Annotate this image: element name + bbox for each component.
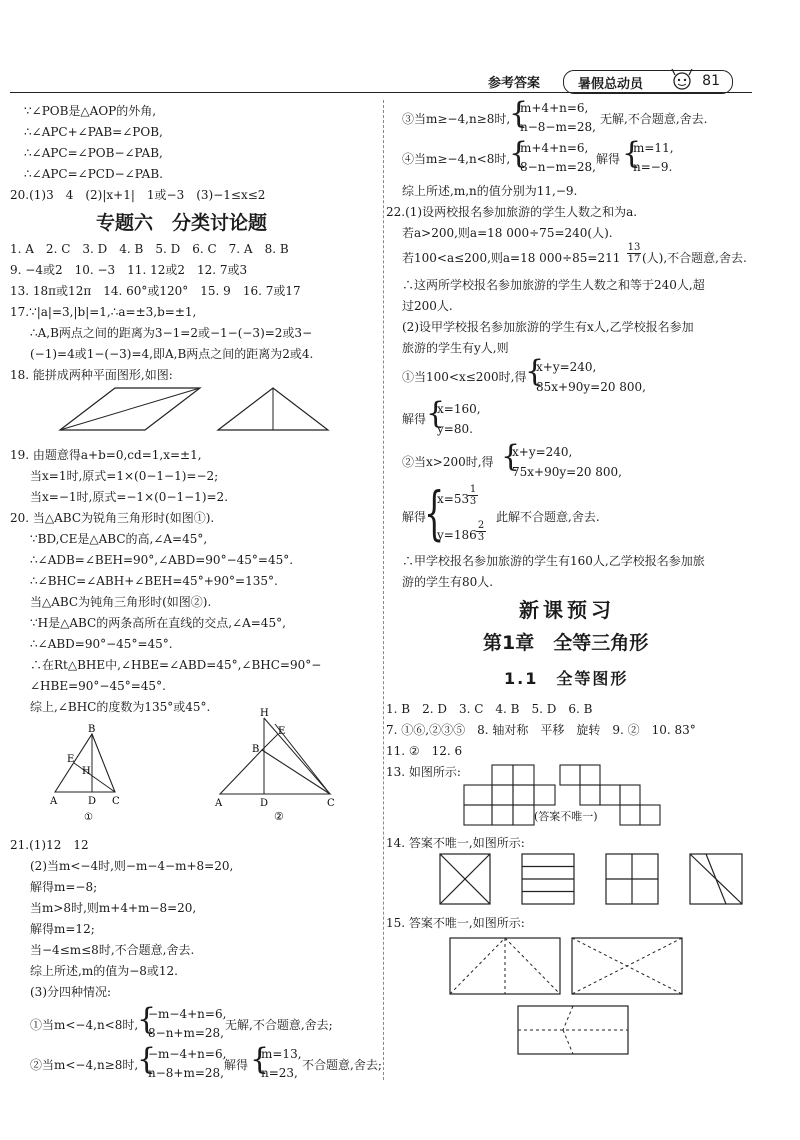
fig1-label-h: H xyxy=(82,766,91,777)
figure-note: (答案不唯一) xyxy=(534,810,598,823)
text-line: 7. ①⑥,②③⑤ 8. 轴对称 平移 旋转 9. ② 10. 83° xyxy=(386,723,696,737)
text-line: 1. A 2. C 3. D 4. B 5. D 6. C 7. A 8. B xyxy=(10,242,289,256)
text-line: ∴这两所学校报名参加旅游的学生人数之和等于240人,超 xyxy=(402,278,705,292)
column-divider xyxy=(383,100,384,1080)
text-line: 21.(1)12 12 xyxy=(10,838,89,852)
equation-line: n=−9. xyxy=(633,160,673,174)
case-text: 不合题意,舍去; xyxy=(302,1058,382,1072)
page-number: 81 xyxy=(702,73,720,89)
fig1-label-e: E xyxy=(67,754,75,765)
fig2-caption: ② xyxy=(274,810,284,823)
case-text: 无解,不合题意,舍去; xyxy=(225,1018,333,1032)
text-line: (3)分四种情况: xyxy=(30,985,112,999)
equation-line: n−8−m=28, xyxy=(520,120,596,134)
text-line: 综上所述,m的值为−8或12. xyxy=(30,964,178,978)
fig1-label-a: A xyxy=(50,796,58,807)
fig2-label-b: B xyxy=(252,744,260,755)
fraction-denominator: 3 xyxy=(469,496,477,507)
case-text: ①当100<x≤200时,得 xyxy=(402,370,527,384)
text-line: 当x=1时,原式=1×(0−1−1)=−2; xyxy=(30,469,219,483)
fraction-numerator: 2 xyxy=(477,520,485,531)
case-text: 解得 xyxy=(402,412,427,426)
equation-line: 8−n+m=28, xyxy=(148,1026,224,1040)
case-text: ②当m<−4,n≥8时, xyxy=(30,1058,139,1072)
case-text: ①当m<−4,n<8时, xyxy=(30,1018,139,1032)
equation-line: m=13, xyxy=(261,1047,302,1061)
section-title: 专题六 分类讨论题 xyxy=(96,212,268,234)
equation-line: x=53 xyxy=(437,492,470,506)
case-text: 解得 xyxy=(224,1058,249,1072)
text-line: 14. 答案不唯一,如图所示: xyxy=(386,836,525,850)
fig1-label-c: C xyxy=(112,796,120,807)
equation-line: x=160, xyxy=(437,402,481,416)
text-line: 15. 答案不唯一,如图所示: xyxy=(386,916,525,930)
text-line: (人),不合题意,舍去. xyxy=(642,251,747,265)
equation-line: 8−n−m=28, xyxy=(520,160,596,174)
text-line: ∵BD,CE是△ABC的高,∠A=45°, xyxy=(30,532,208,546)
text-line: 13. 18π或12π 14. 60°或120° 15. 9 16. 7或17 xyxy=(10,284,301,298)
case-text: ④当m≥−4,n<8时, xyxy=(402,152,511,166)
fig2-label-a: A xyxy=(215,798,223,809)
equation-line: 85x+90y=20 800, xyxy=(536,380,646,394)
figure-parallelogram-and-triangle xyxy=(60,385,330,435)
text-line: 22.(1)设两校报名参加旅游的学生人数之和为a. xyxy=(386,205,638,219)
header-badge xyxy=(563,70,733,94)
equation-line: m=11, xyxy=(633,141,674,155)
text-line: 综上所述,m,n的值分别为11,−9. xyxy=(402,184,578,198)
text-line: 13. 如图所示: xyxy=(386,765,461,779)
equation-brace: { xyxy=(426,396,446,431)
equation-brace: { xyxy=(509,136,529,171)
text-line: ∴∠ADB=∠BEH=90°,∠ABD=90°−45°=45°. xyxy=(30,553,294,567)
case-text: 解得 xyxy=(596,152,621,166)
case-text: 此解不合题意,舍去. xyxy=(496,510,600,524)
case-text: ②当x>200时,得 xyxy=(402,455,494,469)
text-line: 当m>8时,则m+4+m−8=20, xyxy=(30,901,197,915)
header-title: 参考答案 xyxy=(488,76,541,91)
text-line: ∵H是△ABC的两条高所在直线的交点,∠A=45°, xyxy=(30,616,286,630)
fig2-label-h: H xyxy=(260,708,269,719)
text-line: ∴甲学校报名参加旅游的学生有160人,乙学校报名参加旅 xyxy=(402,554,705,568)
text-line: (2)当m<−4时,则−m−4−m+8=20, xyxy=(30,859,234,873)
equation-brace: { xyxy=(137,1042,157,1077)
badge-name: 暑假总动员 xyxy=(578,77,644,92)
equation-line: −m−4+n=6, xyxy=(148,1047,227,1061)
equation-line: m+4+n=6, xyxy=(520,101,589,115)
text-line: 19. 由题意得a+b=0,cd=1,x=±1, xyxy=(10,448,202,462)
equation-brace: { xyxy=(622,136,642,171)
text-line: ∠HBE=90°−45°=45°. xyxy=(30,679,166,693)
equation-line: y=80. xyxy=(437,422,473,436)
equation-brace: { xyxy=(509,96,529,131)
lesson-title: 1.1 全等图形 xyxy=(504,669,629,688)
text-line: 17.∵|a|=3,|b|=1,∴a=±3,b=±1, xyxy=(10,305,197,319)
text-line: (2)设甲学校报名参加旅游的学生有x人,乙学校报名参加 xyxy=(402,320,694,334)
equation-line: n−8+m=28, xyxy=(148,1066,224,1080)
text-line: 过200人. xyxy=(402,299,453,313)
text-line: ∴∠APC=∠POB−∠PAB, xyxy=(24,146,163,160)
text-line: 若a>200,则a=18 000÷75=240(人). xyxy=(402,226,613,240)
figure-triangles-heights xyxy=(40,708,350,824)
text-line: 当−4≤m≤8时,不合题意,舍去. xyxy=(30,943,195,957)
text-line: 18. 能拼成两种平面图形,如图: xyxy=(10,368,173,382)
equation-line: y=186 xyxy=(437,528,477,542)
text-line: 游的学生有80人. xyxy=(402,575,494,589)
text-line: ∴∠ABD=90°−45°=45°. xyxy=(30,637,173,651)
text-line: ∴A,B两点之间的距离为3−1=2或−1−(−3)=2或3− xyxy=(30,326,313,340)
text-line: 旅游的学生有y人,则 xyxy=(402,341,509,355)
text-line: ∵∠POB是△AOP的外角, xyxy=(24,104,157,118)
text-line: 1. B 2. D 3. C 4. B 5. D 6. B xyxy=(386,702,593,716)
fraction xyxy=(627,242,641,265)
equation-line: x+y=240, xyxy=(512,445,573,459)
fraction xyxy=(476,520,486,543)
text-line: 9. −4或2 10. −3 11. 12或2 12. 7或3 xyxy=(10,263,248,277)
equation-line: 75x+90y=20 800, xyxy=(512,465,622,479)
text-line: 解得m=−8; xyxy=(30,880,98,894)
cartoon-mascot-icon xyxy=(667,65,697,95)
case-text: 解得 xyxy=(402,510,427,524)
text-line: ∴∠BHC=∠ABH+∠BEH=45°+90°=135°. xyxy=(30,574,278,588)
text-line: 解得m=12; xyxy=(30,922,95,936)
section-title: 新课预习 xyxy=(519,598,615,622)
fraction xyxy=(468,484,478,507)
figure-divided-squares xyxy=(440,854,780,906)
text-line: 11. ② 12. 6 xyxy=(386,744,463,758)
text-line: 综上,∠BHC的度数为135°或45°. xyxy=(30,700,211,714)
text-line: ∴∠APC=∠PCD−∠PAB. xyxy=(24,167,163,181)
fig2-label-e: E xyxy=(278,726,286,737)
case-text: ③当m≥−4,n≥8时, xyxy=(402,112,511,126)
fraction-denominator: 17 xyxy=(627,254,641,265)
case-text: 无解,不合题意,舍去. xyxy=(600,112,708,126)
equation-line: m+4+n=6, xyxy=(520,141,589,155)
equation-brace: { xyxy=(525,354,545,389)
text-line: 当x=−1时,原式=−1×(0−1−1)=2. xyxy=(30,490,229,504)
text-line: ∴在Rt△BHE中,∠HBE=∠ABD=45°,∠BHC=90°− xyxy=(30,658,322,672)
text-line: (−1)=4或1−(−3)=4,即A,B两点之间的距离为2或4. xyxy=(30,347,314,361)
text-line: 20.(1)3 4 (2)|x+1| 1或−3 (3)−1≤x≤2 xyxy=(10,188,266,202)
fig2-label-d: D xyxy=(260,798,269,809)
fig2-label-c: C xyxy=(327,798,335,809)
fraction-numerator: 1 xyxy=(469,484,477,495)
chapter-title: 第1章 全等三角形 xyxy=(483,632,649,654)
text-line: 若100<a≤200,则a=18 000÷85=211 xyxy=(402,251,621,265)
equation-line: x+y=240, xyxy=(536,360,597,374)
fig1-label-d: D xyxy=(88,796,97,807)
equation-brace: { xyxy=(137,1002,157,1037)
equation-line: −m−4+n=6, xyxy=(148,1007,227,1021)
text-line: ∴∠APC+∠PAB=∠POB, xyxy=(24,125,163,139)
figure-cube-nets xyxy=(462,762,774,832)
fig1-label-b: B xyxy=(88,724,96,735)
text-line: 当△ABC为钝角三角形时(如图②). xyxy=(30,595,212,609)
equation-brace: { xyxy=(250,1042,270,1077)
fraction-numerator: 13 xyxy=(627,242,641,253)
text-line: 20. 当△ABC为锐角三角形时(如图①). xyxy=(10,511,215,525)
equation-line: n=23, xyxy=(261,1066,298,1080)
header-rule xyxy=(10,92,752,93)
equation-brace: { xyxy=(501,439,521,474)
equation-brace: { xyxy=(424,479,445,547)
figure-divided-rectangles xyxy=(448,936,688,1056)
fraction-denominator: 3 xyxy=(477,532,485,543)
fig1-caption: ① xyxy=(84,812,93,823)
